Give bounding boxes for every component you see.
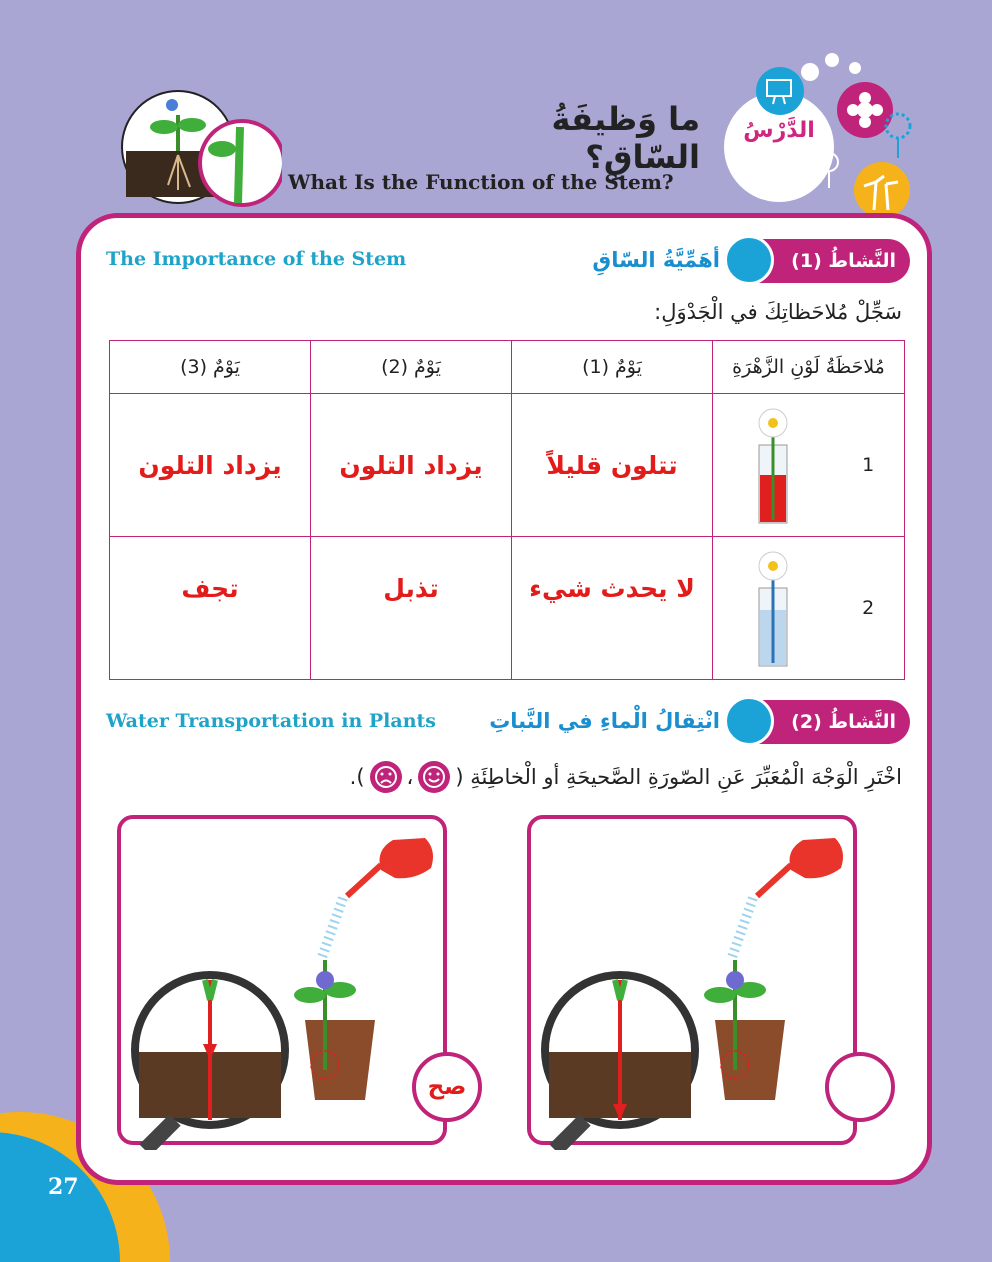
face-separator: ، bbox=[406, 765, 414, 789]
row2-day2[interactable]: تذبل bbox=[311, 537, 512, 680]
row1-day3[interactable]: يزداد التلون bbox=[110, 394, 311, 537]
table-row bbox=[110, 537, 905, 680]
row2-day1[interactable]: لا يحدث شيء bbox=[512, 537, 713, 680]
lesson-label: الدَّرْسُ bbox=[743, 118, 815, 143]
blue-flower-icon bbox=[878, 110, 918, 160]
magnifier-icon bbox=[724, 235, 774, 285]
header-day3: يَوْمٌ (3) bbox=[110, 341, 311, 394]
happy-face-icon[interactable] bbox=[417, 760, 451, 794]
board-icon bbox=[755, 66, 805, 116]
row1-day2[interactable]: يزداد التلون bbox=[311, 394, 512, 537]
red-dye-flower-icon bbox=[743, 405, 803, 525]
table-header-row bbox=[110, 341, 905, 394]
activity2-instruction-line bbox=[280, 760, 902, 794]
activity2-label: النَّشاطُ (2) bbox=[791, 711, 896, 733]
left-answer-circle[interactable] bbox=[412, 1052, 482, 1122]
tree-icon bbox=[814, 150, 844, 190]
row2-flower-cell bbox=[713, 537, 905, 680]
row2-number: 2 bbox=[862, 597, 875, 619]
table-row bbox=[110, 394, 905, 537]
activity1-title-arabic: أهَمِّيَّةُ السّاقِ bbox=[592, 248, 720, 272]
sad-face-icon[interactable] bbox=[369, 760, 403, 794]
activity1-instruction: سَجِّلْ مُلاحَظاتِكَ في الْجَدْوَلِ: bbox=[654, 300, 902, 324]
header-observation: مُلاحَظَةُ لَوْنِ الزَّهْرَةِ bbox=[713, 341, 905, 394]
activity2-title-english: Water Transportation in Plants bbox=[106, 710, 436, 732]
activity2-title-arabic: انْتِقالُ الْماءِ في النَّباتِ bbox=[489, 709, 720, 733]
observation-table bbox=[109, 340, 905, 680]
row1-day1[interactable]: تتلون قليلاً bbox=[512, 394, 713, 537]
header-day2: يَوْمٌ (2) bbox=[311, 341, 512, 394]
magnifier-icon bbox=[724, 696, 774, 746]
palm-trees-icon bbox=[852, 160, 912, 220]
activity1-badge bbox=[730, 239, 910, 283]
plant-roots-illustration bbox=[112, 85, 282, 210]
water-transport-correct-illustration bbox=[125, 820, 445, 1150]
activity1-title-english: The Importance of the Stem bbox=[106, 248, 407, 270]
activity2-badge bbox=[730, 700, 910, 744]
water-transport-incorrect-illustration bbox=[535, 820, 855, 1150]
activity2-instruction: اخْتَرِ الْوَجْهَ الْمُعَبِّرَ عَنِ الصّورَةِ الصَّحيحَةِ أو الْخاطِئَةِ ( bbox=[455, 765, 902, 789]
activity2-instruction-end: ). bbox=[349, 765, 365, 789]
row2-day3[interactable]: تجف bbox=[110, 537, 311, 680]
right-answer-circle[interactable] bbox=[825, 1052, 895, 1122]
page-title-english: What Is the Function of the Stem? bbox=[288, 170, 674, 194]
blue-water-flower-icon bbox=[743, 548, 803, 668]
header-day1: يَوْمٌ (1) bbox=[512, 341, 713, 394]
activity1-label: النَّشاطُ (1) bbox=[791, 250, 896, 272]
left-answer-text: صح bbox=[427, 1074, 467, 1100]
page-number: 27 bbox=[48, 1174, 79, 1200]
page-title-arabic: ما وَظيفَةُ السّاقِ؟ bbox=[551, 100, 700, 176]
row1-flower-cell bbox=[713, 394, 905, 537]
row1-number: 1 bbox=[862, 454, 875, 476]
